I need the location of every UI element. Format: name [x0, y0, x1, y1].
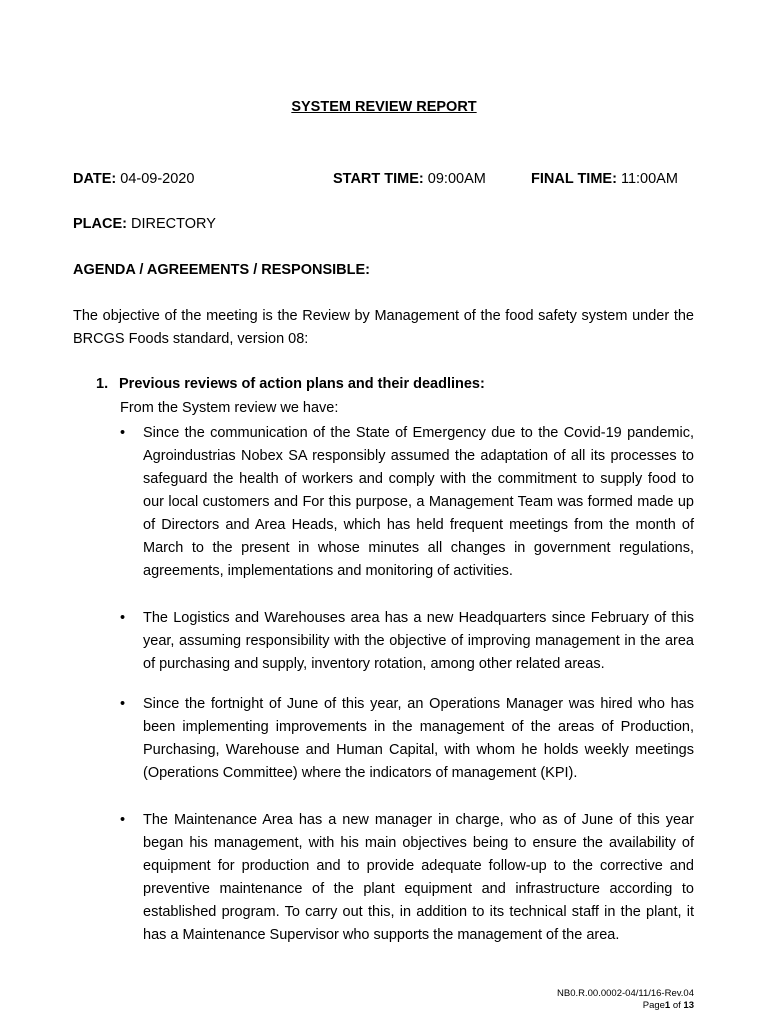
objective-paragraph: The objective of the meeting is the Review by Management of the food safety system under the BRCGS Foods standard, version 08: [73, 308, 694, 347]
bullet-icon: • [120, 425, 126, 441]
section-1-number: 1. [96, 376, 109, 392]
section-1-intro: From the System review we have: [120, 400, 339, 416]
final-time-field [531, 171, 678, 187]
place-value: DIRECTORY [131, 216, 216, 232]
final-time-value: 11:00AM [620, 171, 678, 187]
date-value: 04-09-2020 [120, 171, 195, 187]
page-total: 13 [683, 1000, 694, 1011]
bullet-icon: • [120, 812, 126, 828]
start-time-label: START TIME: [333, 171, 424, 187]
page-of: of [670, 1000, 684, 1011]
bullet-text: Since the communication of the State of Emergency due to the Covid-19 pandemic, Agroindustrias Nobex SA responsibly assumed the adaptation of all its processes to safeguard the health of workers and comply with the commitment to supply food to our local customers and For this purpose, a Management Team was formed made up of Directors and Area Heads, which has held frequent meetings from the month of March to the present in whose minutes all changes in government regulations, agreements, implementations and monitoring of activities. [143, 425, 694, 579]
page-current: 1 [664, 1000, 671, 1011]
bullet-item [120, 607, 694, 676]
date-label: DATE: [73, 171, 117, 187]
start-time-value: 09:00AM [427, 171, 486, 187]
agenda-heading: AGENDA / AGREEMENTS / RESPONSIBLE: [73, 262, 371, 278]
document-title: SYSTEM REVIEW REPORT [291, 99, 477, 115]
page-prefix: Page [642, 1000, 665, 1011]
footer-document-code: NB0.R.00.0002-04/11/16-Rev.04 [557, 988, 694, 999]
place-label: PLACE: [73, 216, 127, 232]
section-1-heading [96, 376, 485, 392]
bullet-icon: • [120, 696, 126, 712]
date-field [73, 171, 194, 187]
bullet-text: The Logistics and Warehouses area has a new Headquarters since February of this year, assuming responsibility with the objective of improving management in the area of purchasing and supply, inventory rotation, among other related areas. [143, 610, 694, 672]
footer-page-number [643, 1000, 694, 1011]
bullet-item [120, 422, 694, 583]
place-field [73, 216, 216, 232]
bullet-text: Since the fortnight of June of this year, an Operations Manager was hired who has been implementing improvements in the management of the areas of Production, Purchasing, Warehouse and Human Capital, with whom he holds weekly meetings (Operations Committee) where the indicators of management (KPI). [143, 696, 694, 781]
start-time-field [333, 171, 486, 187]
bullet-item [120, 809, 694, 947]
bullet-item [120, 693, 694, 785]
bullet-text: The Maintenance Area has a new manager in charge, who as of June of this year began his management, with his main objectives being to ensure the availability of equipment for production and to provide adequate follow-up to the corrective and preventive maintenance of the plant equipment and infrastructure according to established program. To carry out this, in addition to its technical staff in the plant, it has a Maintenance Supervisor who supports the management of the area. [143, 812, 694, 943]
section-1-title: Previous reviews of action plans and their deadlines: [119, 376, 485, 392]
bullet-icon: • [120, 610, 126, 626]
final-time-label: FINAL TIME: [531, 171, 617, 187]
